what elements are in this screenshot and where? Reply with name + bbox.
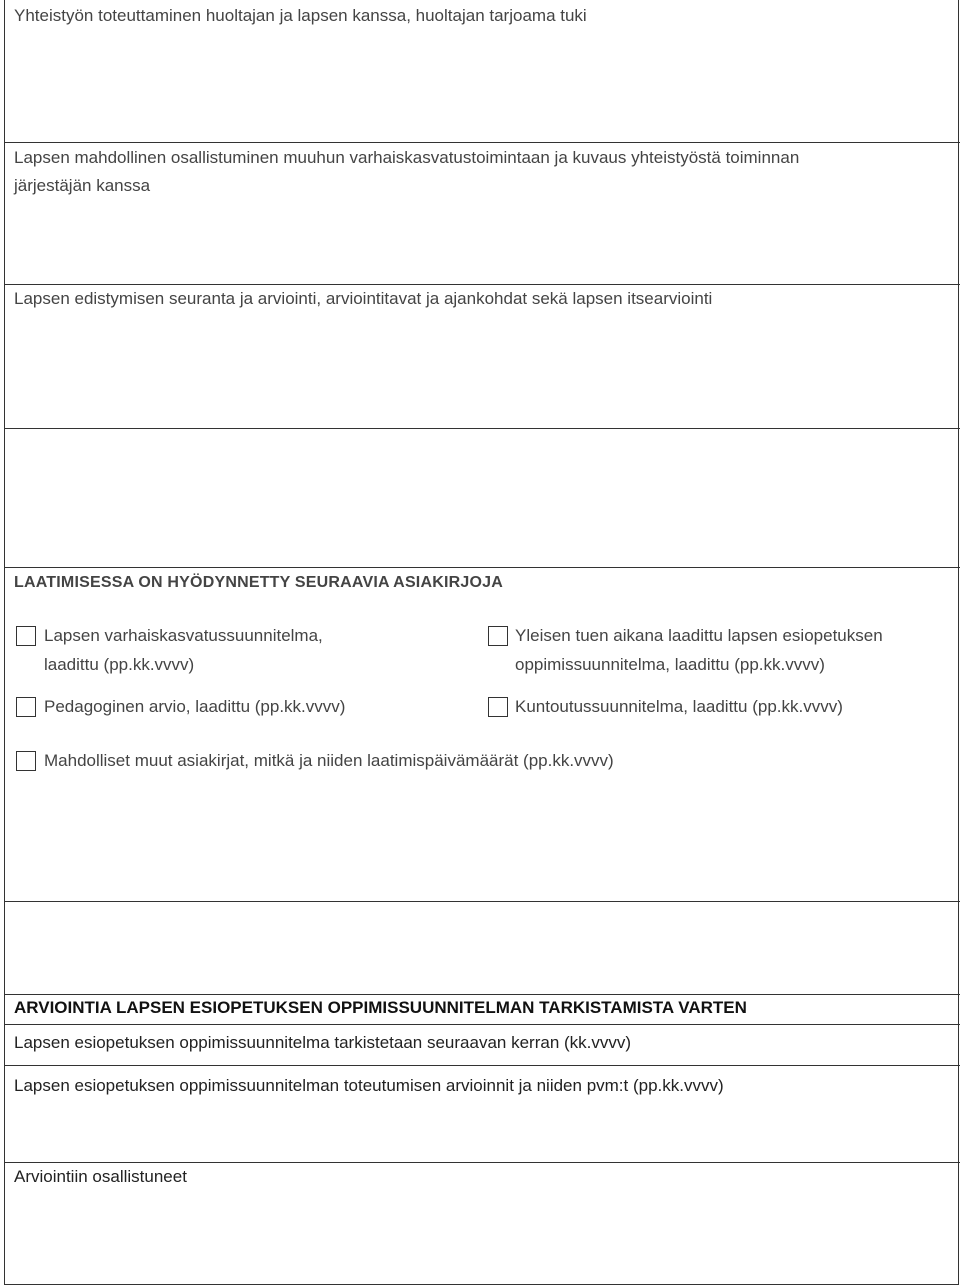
next-review-label: Lapsen esiopetuksen oppimissuunnitelma tarkistetaan seuraavan kerran (kk.vvvv) [14,1033,632,1052]
evaluation-heading: ARVIOINTIA LAPSEN ESIOPETUKSEN OPPIMISSUUNNITELMAN TARKISTAMISTA VARTEN [14,998,747,1017]
general-support-label-line2: oppimissuunnitelma, laadittu (pp.kk.vvvv) [515,655,825,674]
general-support-checkbox[interactable] [488,626,508,646]
participants-label: Arviointiin osallistuneet [14,1167,187,1186]
divider [4,142,960,143]
vasu-label-line1: Lapsen varhaiskasvatussuunnitelma, [44,626,323,645]
participation-label-line2: järjestäjän kanssa [14,176,151,195]
cooperation-label: Yhteistyön toteuttaminen huoltajan ja lapsen kanssa, huoltajan tarjoama tuki [14,6,587,25]
vasu-label-line2: laadittu (pp.kk.vvvv) [44,655,195,674]
assessments-label: Lapsen esiopetuksen oppimissuunnitelman toteutumisen arvioinnit ja niiden pvm:t (pp.kk.vvvv) [14,1076,724,1095]
divider [4,1065,960,1066]
documents-heading: LAATIMISESSA ON HYÖDYNNETTY SEURAAVIA ASIAKIRJOJA [14,574,503,591]
divider [4,901,960,902]
divider [4,567,960,568]
participation-label-line1: Lapsen mahdollinen osallistuminen muuhun varhaiskasvatustoimintaan ja kuvaus yhteistyöstä toiminnan [14,148,800,167]
other-documents-label: Mahdolliset muut asiakirjat, mitkä ja niiden laatimispäivämäärät (pp.kk.vvvv) [44,751,614,770]
divider [4,1024,960,1025]
other-documents-checkbox[interactable] [16,751,36,771]
pedagogical-checkbox[interactable] [16,697,36,717]
general-support-label-line1: Yleisen tuen aikana laadittu lapsen esiopetuksen [515,626,883,645]
pedagogical-label: Pedagoginen arvio, laadittu (pp.kk.vvvv) [44,697,346,716]
rehabilitation-label: Kuntoutussuunnitelma, laadittu (pp.kk.vvvv) [515,697,843,716]
vasu-checkbox[interactable] [16,626,36,646]
divider [4,428,960,429]
rehabilitation-checkbox[interactable] [488,697,508,717]
divider [4,994,960,995]
progress-label: Lapsen edistymisen seuranta ja arviointi, arviointitavat ja ajankohdat sekä lapsen itsearviointi [14,289,713,308]
